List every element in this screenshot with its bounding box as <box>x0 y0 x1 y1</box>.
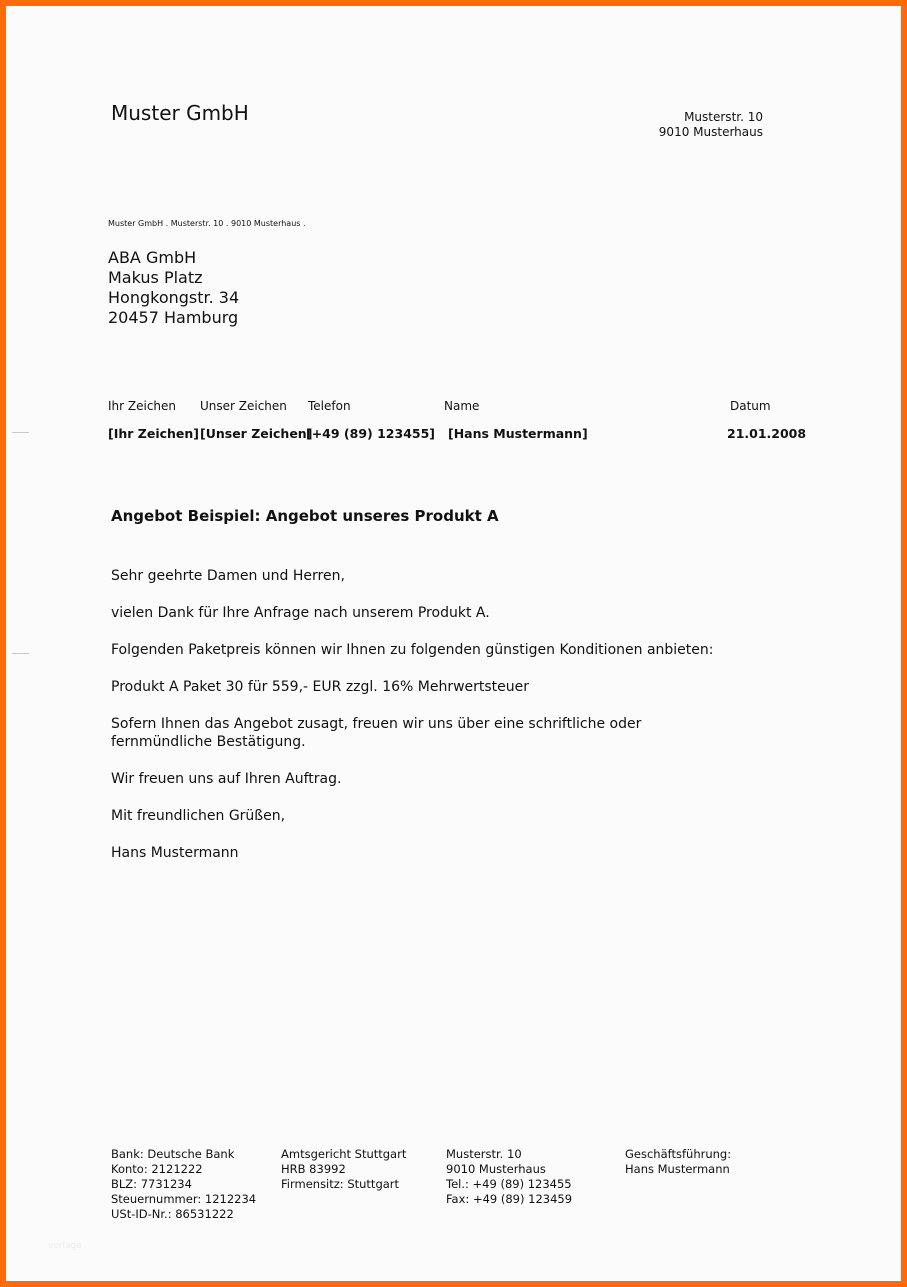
footer-line: Amtsgericht Stuttgart <box>281 1147 407 1161</box>
label-datum: Datum <box>730 399 771 413</box>
label-ihr-zeichen: Ihr Zeichen <box>108 399 177 413</box>
recipient-line: Hongkongstr. 34 <box>108 288 240 307</box>
footer-contact <box>446 1147 572 1207</box>
body-paragraph: Produkt A Paket 30 für 559,- EUR zzgl. 16% Mehrwertsteuer <box>111 679 530 695</box>
label-unser-zeichen: Unser Zeichen <box>200 399 287 413</box>
body-paragraph-line: fernmündliche Bestätigung. <box>111 734 306 750</box>
footer-line: Firmensitz: Stuttgart <box>281 1177 400 1191</box>
recipient-address <box>108 248 239 328</box>
footer-line: Musterstr. 10 <box>446 1147 522 1161</box>
signature: Hans Mustermann <box>111 845 239 861</box>
footer-line: HRB 83992 <box>281 1162 346 1176</box>
company-name: Muster GmbH <box>111 101 249 125</box>
sender-address <box>659 110 763 140</box>
recipient-line: 20457 Hamburg <box>108 308 239 327</box>
body-paragraph-line: Sofern Ihnen das Angebot zusagt, freuen wir uns über eine schriftliche oder <box>111 716 642 732</box>
footer-court <box>281 1147 406 1192</box>
footer-management <box>625 1147 731 1177</box>
footer-bank <box>111 1147 256 1222</box>
subject-line: Angebot Beispiel: Angebot unseres Produkt A <box>111 507 499 525</box>
label-name: Name <box>444 399 480 413</box>
value-telefon: [+49 (89) 123455] <box>306 426 436 441</box>
body-paragraph: Wir freuen uns auf Ihren Auftrag. <box>111 771 342 787</box>
footer-line: Tel.: +49 (89) 123455 <box>446 1177 572 1191</box>
value-ihr-zeichen: [Ihr Zeichen] <box>108 426 200 441</box>
watermark-text: vorlage <box>48 1241 82 1251</box>
recipient-line: ABA GmbH <box>108 248 197 267</box>
closing: Mit freundlichen Grüßen, <box>111 808 286 824</box>
return-address-line: Muster GmbH . Musterstr. 10 . 9010 Musterhaus . <box>108 219 306 228</box>
footer-line: Geschäftsführung: <box>625 1147 732 1161</box>
footer-line: 9010 Musterhaus <box>446 1162 546 1176</box>
value-name: [Hans Mustermann] <box>448 426 588 441</box>
footer-line: Hans Mustermann <box>625 1162 730 1176</box>
footer-line: Fax: +49 (89) 123459 <box>446 1192 573 1206</box>
sender-address-line: 9010 Musterhaus <box>658 125 763 139</box>
recipient-line: Makus Platz <box>108 268 203 287</box>
fold-mark-middle <box>12 653 29 654</box>
value-datum: 21.01.2008 <box>727 426 807 441</box>
body-paragraph: vielen Dank für Ihre Anfrage nach unserem Produkt A. <box>111 605 490 621</box>
footer-line: Steuernummer: 1212234 <box>111 1192 257 1206</box>
value-unser-zeichen: [Unser Zeichen] <box>200 426 313 441</box>
salutation: Sehr geehrte Damen und Herren, <box>111 568 345 584</box>
body-paragraph: Folgenden Paketpreis können wir Ihnen zu folgenden günstigen Konditionen anbieten: <box>111 642 714 658</box>
label-telefon: Telefon <box>308 399 351 413</box>
footer-line: USt-ID-Nr.: 86531222 <box>111 1207 234 1221</box>
footer-line: Konto: 2121222 <box>111 1162 203 1176</box>
sender-address-line: Musterstr. 10 <box>684 110 763 124</box>
footer-line: BLZ: 7731234 <box>111 1177 192 1191</box>
fold-mark-top <box>12 432 29 433</box>
body-paragraph <box>111 715 641 751</box>
footer-line: Bank: Deutsche Bank <box>111 1147 235 1161</box>
